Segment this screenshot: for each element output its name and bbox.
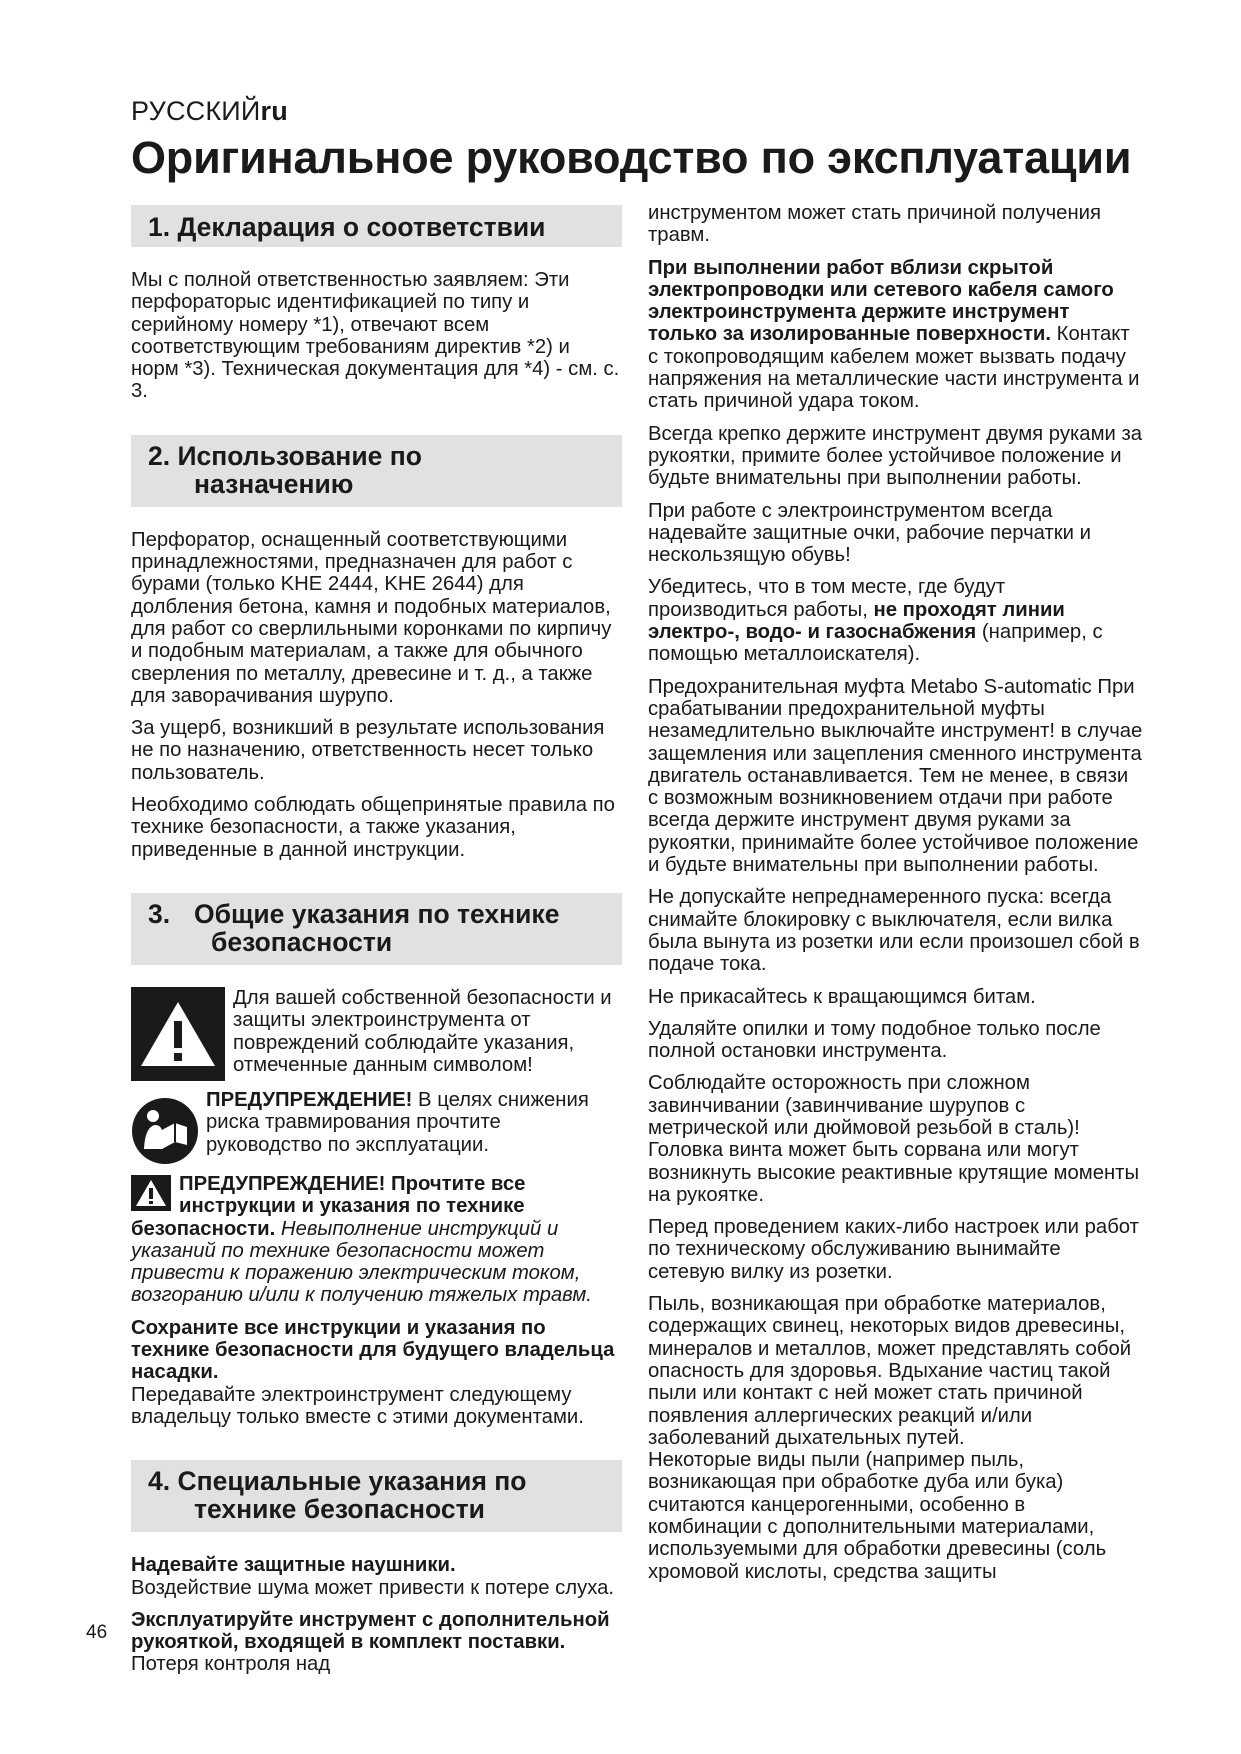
hidden-cable-bold: При выполнении работ вблизи скрытой электропроводки или сетевого кабеля самого электроинструмента держите инструмент только за изолированные поверхности.: [648, 256, 1114, 346]
clutch-paragraph: Предохранительная муфта Metabo S-automatic При срабатывании предохранительной муфты незамедлительно выключайте инструмент! в случае защемления или зацепления сменного инструмента двигатель останавливается. Тем не менее, в связи с возможным возникновением отдачи при работе всегда держите инструмент двумя руками за рукоятки, принимайте более устойчивое положение и будьте внимательны при выполнении работы.: [648, 675, 1143, 877]
language-name: РУССКИЙ: [131, 96, 261, 126]
section-1-title: Декларация о соответствии: [177, 212, 546, 242]
section-2-paragraph: Перфоратор, оснащенный соответствующими принадлежностями, предназначен для работ с бурами (только KHE 2444, KHE 2644) для долбления бетона, камня и подобных материалов, для работ со сверлильными коронками по кирпичу и подобным материалам, а также для обычного сверления по металлу, древесине и т. д., а также для заворачивания шурупо.: [131, 528, 612, 707]
section-1-paragraph: Мы с полной ответственностью заявляем: Эти перфораторыс идентификацией по типу и серийному номеру *1), отвечают всем соответствующим требованиям директив *2) и норм *3). Техническая документация для *4) - см. с. 3.: [131, 269, 620, 403]
section-3-number: 3.: [148, 898, 171, 929]
section-3-title-line2: безопасности: [211, 926, 393, 957]
section-4-number: 4.: [148, 1466, 171, 1497]
section-4-heading: [131, 1460, 622, 1532]
ear-protection-text: Воздействие шума может привести к потере слуха.: [131, 1576, 615, 1599]
warning-triangle-icon: [131, 987, 225, 1081]
two-hands-paragraph: Всегда крепко держите инструмент двумя руками за рукоятки, примите более устойчивое положение и будьте внимательны при выполнении работы.: [648, 422, 1143, 490]
warning-2-paragraph: [131, 1173, 622, 1307]
warning-2-italic: Невыполнение инструкций и указаний по технике безопасности может привести к поражению электрическим током, возгоранию и/или к получению тяжелых травм.: [131, 1217, 592, 1307]
ppe-paragraph: При работе с электроинструментом всегда надевайте защитные очки, рабочие перчатки и нескользящую обувь!: [648, 499, 1091, 567]
keep-instructions-text: Передавайте электроинструмент следующему владельцу только вместе с этими документами.: [131, 1383, 584, 1428]
section-3-heading: [131, 893, 622, 965]
keep-instructions-bold: [131, 1317, 622, 1384]
hidden-cable-text: Контакт с токопроводящим кабелем может вызвать подачу напряжения на металлические части инструмента и стать причиной удара током.: [648, 323, 1140, 413]
section-1-heading: [131, 205, 622, 247]
read-manual-icon: [131, 1097, 199, 1165]
utility-lines-bold: не проходят линии электро-, водо- и газоснабжения: [648, 598, 1065, 644]
aux-handle-paragraph: [131, 1609, 622, 1676]
unplug-paragraph: Перед проведением каких-либо настроек или работ по техническому обслуживанию вынимайте сетевую вилку из розетки.: [648, 1216, 1139, 1283]
utility-lines-text-b: (например, с помощью металлоискателя).: [648, 621, 1103, 666]
read-manual-warning: [131, 1089, 622, 1165]
utility-lines-text-a: Убедитесь, что в том месте, где будут производиться работы,: [648, 576, 1006, 621]
page-title: Оригинальное руководство по эксплуатации: [131, 132, 1132, 183]
dust-paragraph-1: Пыль, возникающая при обработке материалов, содержащих свинец, некоторых видов древесины, минералов и металлов, может представлять собой опасность для здоровья. Вдыхание частиц такой пыли или контакт с ней может стать причиной появления аллергических реакций и/или заболеваний дыхательных путей.: [648, 1293, 1132, 1449]
language-label: [131, 96, 288, 127]
small-warning-icon: [131, 1175, 171, 1211]
section-2-title-line2: назначению: [194, 468, 354, 499]
right-column: [648, 202, 1143, 1593]
warning-2-bold: ПРЕДУПРЕЖДЕНИЕ! Прочтите все инструкции и указания по технике безопасности.: [131, 1172, 526, 1240]
utility-lines-paragraph: [648, 576, 1143, 665]
unintended-start-paragraph: Не допускайте непреднамеренного пуска: всегда снимайте блокировку с выключателя, если вилка была вынута из розетки или если произошел сбой в подаче тока.: [648, 886, 1140, 976]
safety-symbol-note: [131, 987, 622, 1081]
section-3-title-line1: Общие указания по технике: [194, 898, 560, 929]
section-1-number: 1.: [148, 212, 171, 242]
dust-paragraph-2: Некоторые виды пыли (например пыль, возникающая при обработке дуба или бука) считаются канцерогенными, особенно в комбинации с дополнительными материалами, используемыми для обработки древесины (соль хромовой кислоты, средства защиты: [648, 1449, 1107, 1583]
screwing-paragraph: Соблюдайте осторожность при сложном завинчивании (завинчивание шурупов с метрической или дюймовой резьбой в сталь)! Головка винта может быть сорвана или могут возникнуть высокие реактивные крутящие моменты на рукоятке.: [648, 1072, 1140, 1206]
section-2-paragraph: Необходимо соблюдать общепринятые правила по технике безопасности, а также указания, приведенные в данной инструкции.: [131, 794, 615, 861]
section-2-title-line1: Использование по: [177, 440, 422, 471]
aux-handle-bold: Эксплуатируйте инструмент с дополнительной рукояткой, входящей в комплект поставки.: [131, 1608, 610, 1654]
keep-bold-text: Сохраните все инструкции и указания по технике безопасности для будущего владельца насадки.: [131, 1316, 615, 1384]
left-column: [131, 205, 622, 1686]
section-4-title-line2: технике безопасности: [194, 1494, 485, 1525]
safety-symbol-text: Для вашей собственной безопасности и защиты электроинструмента от повреждений соблюдайте указания, отмеченные данным символом!: [233, 986, 612, 1076]
page-number: 46: [86, 1622, 108, 1643]
section-4-title-line1: Специальные указания по: [177, 1466, 527, 1497]
section-2-number: 2.: [148, 440, 171, 471]
chips-paragraph: Удаляйте опилки и тому подобное только после полной остановки инструмента.: [648, 1017, 1101, 1063]
language-code: ru: [260, 96, 288, 126]
ear-protection-bold: [131, 1554, 622, 1576]
ear-protection-bold-text: Надевайте защитные наушники.: [131, 1554, 456, 1577]
section-2-heading: [131, 435, 622, 507]
section-2-paragraph: За ущерб, возникший в результате использования не по назначению, ответственность несет только пользователь.: [131, 717, 605, 784]
warning-1-bold: ПРЕДУПРЕЖДЕНИЕ!: [206, 1088, 413, 1111]
continued-paragraph: инструментом может стать причиной получения травм.: [648, 202, 1101, 247]
warning-1-text: В целях снижения риска травмирования прочтите руководство по эксплуатации.: [206, 1088, 589, 1156]
aux-handle-text: Потеря контроля над: [131, 1653, 331, 1676]
rotating-bits-paragraph: Не прикасайтесь к вращающимся битам.: [648, 985, 1036, 1008]
hidden-cable-paragraph: [648, 257, 1143, 413]
